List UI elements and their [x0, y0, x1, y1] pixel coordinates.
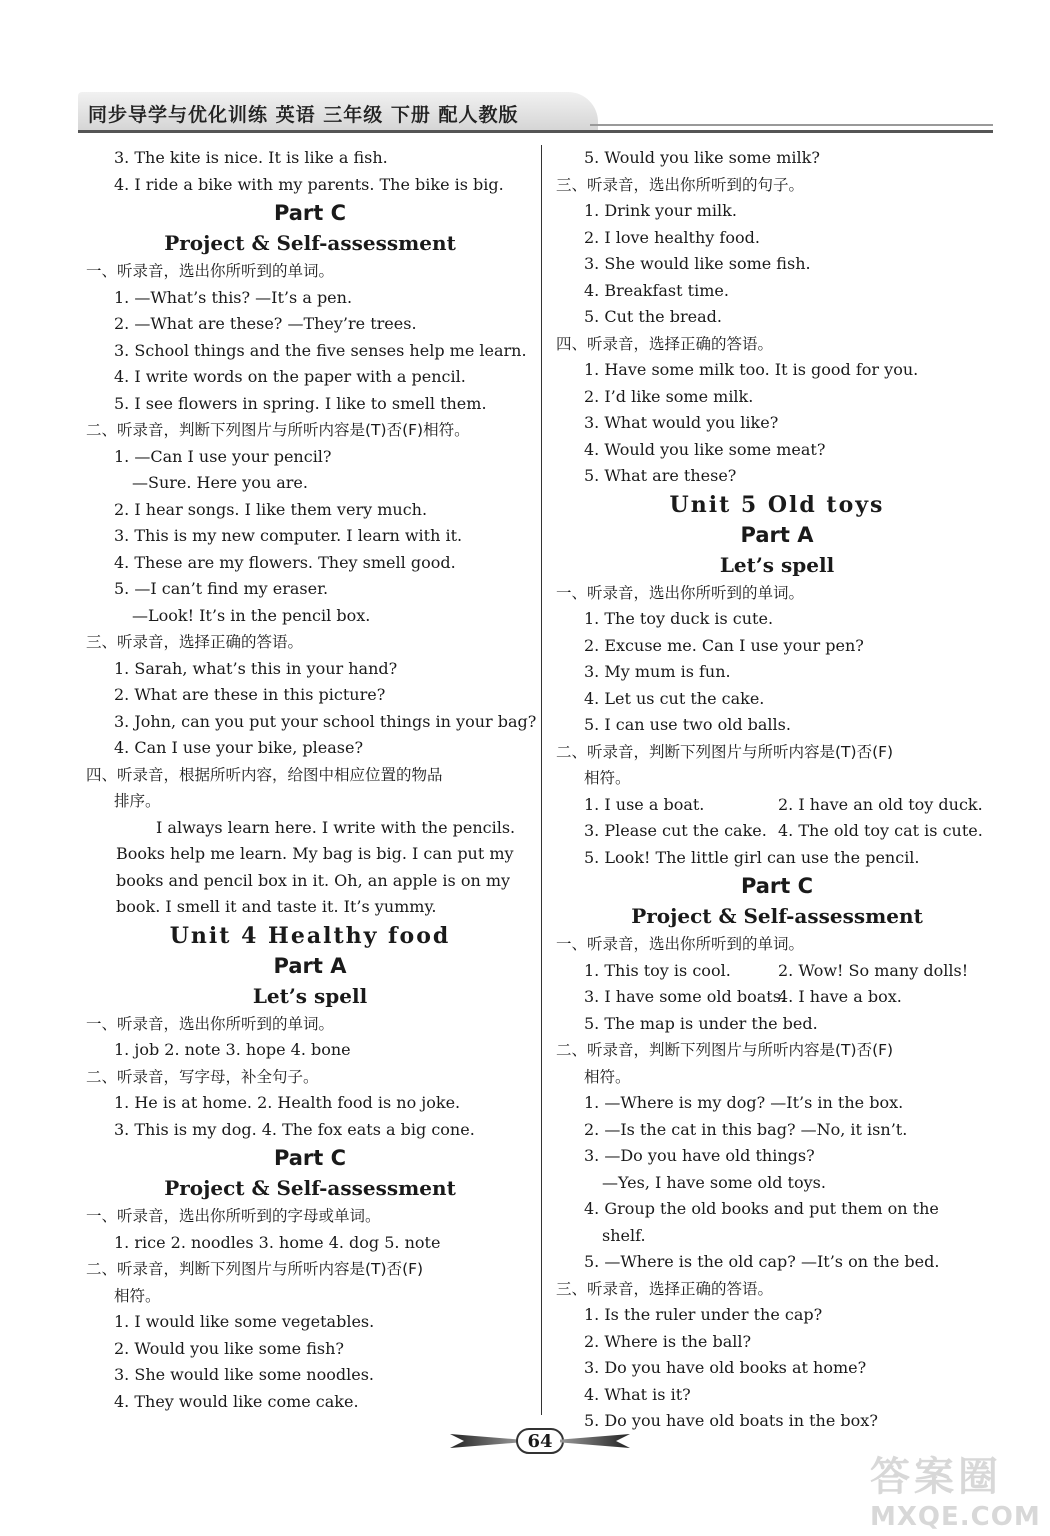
right-column [556, 145, 998, 1435]
list-item: 5. Look! The little girl can use the pencil. [584, 847, 920, 867]
part-heading: Part A [740, 522, 814, 547]
page-number: 64 [516, 1428, 564, 1454]
list-item: 4. Let us cut the cake. [584, 688, 765, 708]
part-heading: Part C [740, 874, 814, 898]
question-instruction: 二、听录音，判断下列图片与所听内容是(T)否(F) [86, 1260, 424, 1278]
list-item: 3. The kite is nice. It is like a fish. [114, 148, 388, 167]
question-instruction: 四、听录音，选择正确的答语。 [556, 334, 774, 353]
list-item: 4. Group the old books and put them on the [584, 1199, 939, 1218]
list-item: 1. I use a boat. [584, 794, 705, 814]
watermark-logo [870, 1445, 1040, 1530]
passage-line: Books help me learn. My bag is big. I can put my [116, 844, 514, 863]
question-instruction: 二、听录音，判断下列图片与所听内容是(T)否(F)相符。 [86, 421, 470, 439]
list-item: 3. John, can you put your school things in your bag? [114, 711, 537, 731]
list-item: 3. She would like some noodles. [114, 1365, 374, 1384]
question-instruction: 相符。 [114, 1286, 161, 1305]
list-item: 2. I have an old toy duck. [778, 794, 983, 814]
header-title: 同步导学与优化训练 英语 三年级 下册 配人教版 [88, 104, 519, 126]
section-heading: Let’s spell [719, 552, 835, 577]
list-item: 4. The old toy cat is cute. [778, 821, 983, 840]
list-item: 5. Would you like some milk? [584, 148, 820, 167]
question-instruction: 二、听录音，判断下列图片与所听内容是(T)否(F) [556, 742, 894, 761]
list-item: 4. I ride a bike with my parents. The bike is big. [114, 174, 504, 194]
list-item: 1. —Where is my dog? —It’s in the box. [584, 1093, 904, 1112]
question-instruction: 一、听录音，选出你所听到的单词。 [556, 583, 805, 602]
unit-heading: Unit 4 Healthy food [169, 922, 451, 949]
part-heading: Part C [273, 201, 347, 225]
watermark-top: 答案圈 [870, 1454, 1002, 1500]
list-item: 5. What are these? [584, 466, 737, 485]
section-heading: Project & Self-assessment [164, 1176, 456, 1200]
list-item: 2. I hear songs. I like them very much. [114, 499, 428, 519]
section-heading: Project & Self-assessment [631, 904, 923, 928]
list-item: 3. This is my dog. 4. The fox eats a big cone. [114, 1119, 475, 1139]
list-item: 1. rice 2. noodles 3. home 4. dog 5. note [114, 1232, 441, 1252]
list-item: 5. I can use two old balls. [584, 715, 791, 734]
question-instruction: 一、听录音，选出你所听到的单词。 [556, 935, 805, 953]
answer-pair [556, 984, 998, 1011]
list-item: 1. The toy duck is cute. [584, 609, 774, 628]
list-item: 1. He is at home. 2. Health food is no joke. [114, 1093, 461, 1112]
list-item: 2. Where is the ball? [584, 1331, 752, 1351]
list-item: 1. —What’s this? —It’s a pen. [114, 287, 353, 307]
list-item: 3. Do you have old books at home? [584, 1358, 867, 1377]
column-divider [541, 145, 542, 1415]
list-item: 3. —Do you have old things? [584, 1146, 815, 1165]
left-column [86, 145, 537, 1415]
part-heading: Part A [273, 953, 347, 978]
footer-left-ornament [450, 1434, 520, 1448]
section-heading: Let’s spell [252, 983, 368, 1008]
list-item: 4. What is it? [584, 1384, 691, 1404]
question-instruction: 二、听录音，写字母，补全句子。 [86, 1067, 319, 1086]
question-instruction: 二、听录音，判断下列图片与所听内容是(T)否(F) [556, 1041, 894, 1059]
answer-pair [556, 958, 998, 985]
list-item: 2. —Is the cat in this bag? —No, it isn’t. [584, 1119, 908, 1139]
list-item: 2. I love healthy food. [584, 227, 760, 247]
watermark-bottom: MXQE.COM [870, 1502, 1041, 1532]
list-item: 2. I’d like some milk. [584, 386, 754, 406]
part-heading: Part C [273, 1146, 347, 1170]
list-item: 4. I write words on the paper with a pencil. [114, 367, 466, 386]
question-instruction: 排序。 [114, 792, 161, 810]
footer-right-ornament [560, 1434, 630, 1448]
unit-heading: Unit 5 Old toys [669, 491, 885, 518]
page-header [78, 92, 598, 132]
header-rule [78, 130, 993, 133]
passage-line: book. I smell it and taste it. It’s yummy. [116, 897, 437, 916]
passage-line: I always learn here. I write with the pencils. [156, 817, 516, 837]
list-item: 5. I see flowers in spring. I like to smell them. [114, 393, 487, 413]
page-footer [450, 1428, 630, 1454]
question-instruction: 三、听录音，选择正确的答语。 [86, 633, 304, 651]
list-item: 4. These are my flowers. They smell good. [114, 552, 456, 572]
list-item: 4. Can I use your bike, please? [114, 738, 364, 757]
list-item: 4. Would you like some meat? [584, 439, 826, 459]
list-item: 2. What are these in this picture? [114, 685, 386, 704]
question-instruction: 一、听录音，选出你所听到的单词。 [86, 1014, 335, 1033]
question-instruction: 一、听录音，选出你所听到的单词。 [86, 262, 335, 280]
passage-line: books and pencil box in it. Oh, an apple is on my [116, 870, 511, 890]
list-item: —Yes, I have some old toys. [602, 1172, 826, 1192]
list-item: 1. job 2. note 3. hope 4. bone [114, 1040, 351, 1059]
list-item: —Look! It’s in the pencil box. [132, 605, 371, 625]
list-item: 2. Excuse me. Can I use your pen? [584, 635, 864, 655]
answer-pair [556, 792, 998, 819]
list-item: 5. The map is under the bed. [584, 1013, 818, 1033]
list-item: 3. My mum is fun. [584, 662, 731, 681]
list-item: 3. Please cut the cake. [584, 821, 767, 840]
list-item: 4. I have a box. [778, 987, 902, 1006]
list-item: 3. What would you like? [584, 413, 779, 432]
list-item: 5. —I can’t find my eraser. [114, 579, 329, 598]
question-instruction: 三、听录音，选择正确的答语。 [556, 1279, 774, 1298]
list-item: 1. Drink your milk. [584, 201, 737, 220]
question-instruction: 相符。 [584, 1067, 631, 1086]
list-item: 2. Would you like some fish? [114, 1338, 344, 1358]
list-item: 3. School things and the five senses help me learn. [114, 340, 527, 360]
question-instruction: 相符。 [584, 769, 631, 787]
list-item: 3. I have some old boats. [584, 987, 786, 1006]
list-item: 5. Cut the bread. [584, 307, 722, 326]
list-item: 1. Sarah, what’s this in your hand? [114, 658, 398, 678]
answer-pair [556, 818, 998, 845]
section-heading: Project & Self-assessment [164, 231, 456, 255]
list-item: —Sure. Here you are. [132, 473, 308, 492]
list-item: 2. Wow! So many dolls! [778, 960, 969, 980]
question-instruction: 四、听录音，根据所听内容，给图中相应位置的物品 [86, 765, 443, 784]
list-item: 1. This toy is cool. [584, 960, 731, 980]
question-instruction: 三、听录音，选出你所听到的句子。 [556, 175, 805, 194]
list-item: 4. They would like come cake. [114, 1391, 359, 1411]
list-item: 5. —Where is the old cap? —It’s on the bed. [584, 1252, 940, 1271]
question-instruction: 一、听录音，选出你所听到的字母或单词。 [86, 1207, 381, 1225]
list-item: 5. Do you have old boats in the box? [584, 1411, 878, 1430]
list-item: 3. She would like some fish. [584, 254, 811, 273]
list-item: 1. —Can I use your pencil? [114, 446, 332, 466]
list-item: shelf. [602, 1225, 646, 1245]
list-item: 1. I would like some vegetables. [114, 1312, 375, 1331]
list-item: 3. This is my new computer. I learn with it. [114, 526, 463, 545]
list-item: 1. Is the ruler under the cap? [584, 1305, 823, 1324]
list-item: 2. —What are these? —They’re trees. [114, 314, 417, 333]
list-item: 1. Have some milk too. It is good for you. [584, 360, 919, 379]
header-rule-thin [590, 124, 993, 126]
list-item: 4. Breakfast time. [584, 280, 729, 300]
